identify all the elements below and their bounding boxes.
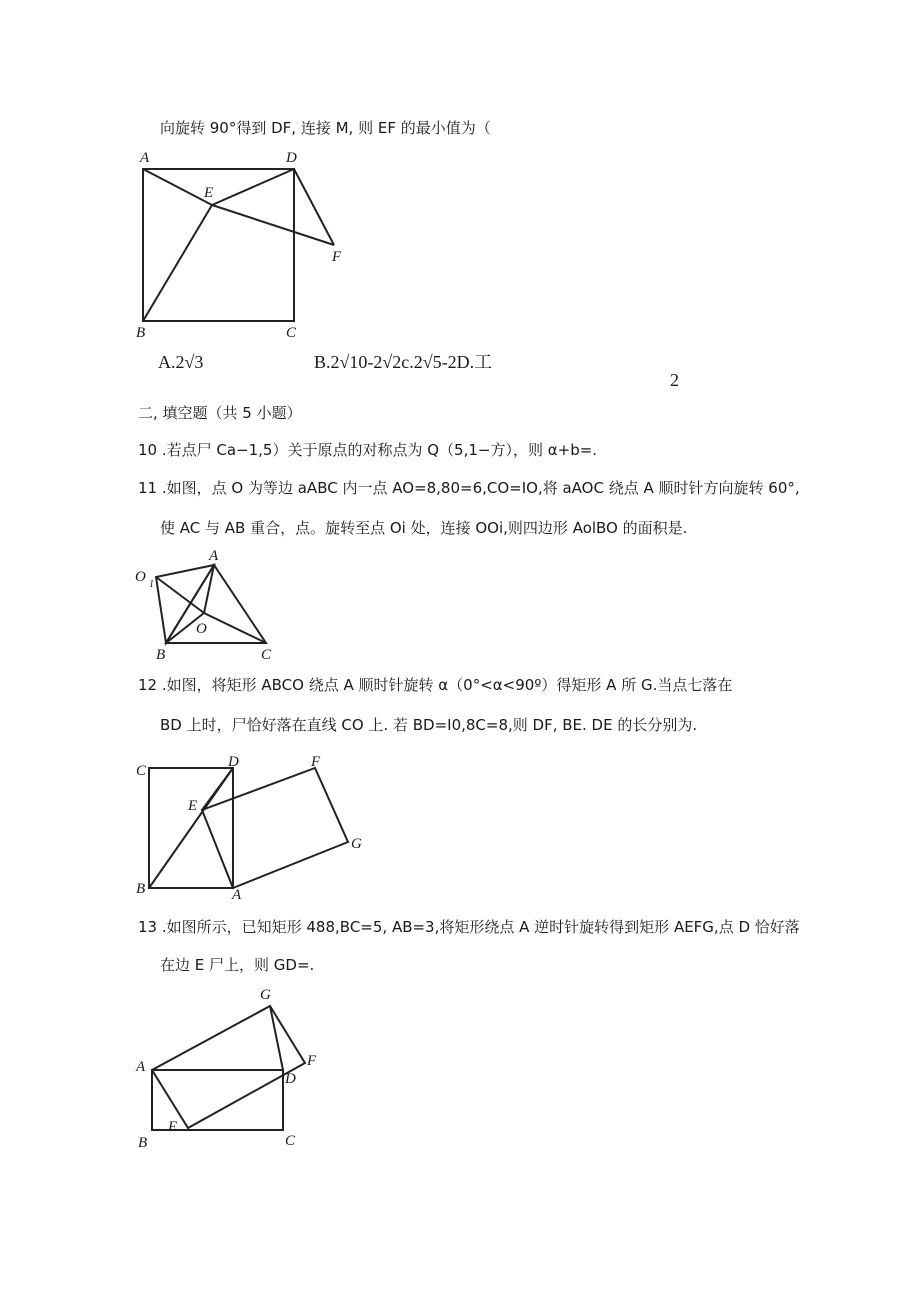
square-abcd [143, 169, 294, 321]
label-c: C [285, 1133, 296, 1149]
q10-text: 10 .若点尸 Ca−1,5）关于原点的对称点为 Q（5,1−方），则 α+b=. [138, 441, 598, 459]
label-e: E [168, 1119, 178, 1135]
q11-line2: 使 AC 与 AB 重合，点。旋转至点 Oi 处，连接 OOi,则四边形 AolBO 的面积是. [160, 519, 688, 537]
q9-fraction-denominator: 2 [670, 370, 679, 390]
figure-square-rotation [130, 145, 360, 345]
label-c: C [286, 325, 297, 341]
q13-line1: 13 .如图所示，已知矩形 488,BC=5, AB=3,将矩形绕点 A 逆时针旋转得到矩形 AEFG,点 D 恰好落 [138, 918, 800, 936]
label-a: A [136, 1059, 146, 1075]
segment-ed [212, 169, 294, 205]
label-b: B [138, 1135, 148, 1151]
label-c: C [261, 647, 272, 663]
q11-line1: 11 .如图，点 O 为等边 aABC 内一点 AO=8,80=6,CO=IO,将 aAOC 绕点 A 顺时针方向旋转 60°, [138, 479, 800, 497]
segment-ae [143, 169, 212, 205]
figure-rectangle-rotation [130, 750, 370, 903]
q12-line1: 12 .如图，将矩形 ABCO 绕点 A 顺时针旋转 α（0°<α<90º）得矩形 A 所 G.当点七落在 [138, 676, 733, 694]
label-g: G [260, 987, 271, 1003]
label-f: F [332, 249, 342, 265]
label-a: A [140, 150, 150, 166]
label-e: E [204, 185, 214, 201]
q9-text: 向旋转 90°得到 DF, 连接 M, 则 EF 的最小值为（ [160, 119, 491, 137]
label-a: A [232, 887, 242, 903]
label-a: A [209, 548, 219, 564]
segment-o1-o [156, 577, 204, 613]
q13-line2: 在边 E 尸上，则 GD=. [160, 956, 315, 974]
q9-option-a: A.2√3 [158, 352, 204, 372]
q12-line2: BD 上时，尸恰好落在直线 CO 上. 若 BD=I0,8C=8,则 DF, BE. DE 的长分别为. [160, 716, 698, 734]
label-f: F [307, 1053, 317, 1069]
label-o1: O [135, 569, 146, 585]
section-heading: 二, 填空题（共 5 小题） [138, 404, 302, 422]
figure-rectangle-counterclockwise [130, 985, 330, 1155]
label-o1-sub: 1 [149, 579, 154, 590]
rectangle-aefg [202, 768, 348, 888]
figure-equilateral-triangle [130, 545, 290, 670]
label-o: O [196, 621, 207, 637]
label-g: G [351, 836, 362, 852]
label-d: D [228, 754, 239, 770]
label-d: D [285, 1071, 296, 1087]
label-e: E [188, 798, 198, 814]
q9-option-rest: B.2√10-2√2c.2√5-2D.工 [314, 352, 493, 372]
label-f: F [311, 754, 321, 770]
label-c: C [136, 763, 147, 779]
label-b: B [136, 325, 146, 341]
label-d: D [286, 150, 297, 166]
label-b: B [156, 647, 166, 663]
label-b: B [136, 881, 146, 897]
segment-be [143, 205, 212, 321]
